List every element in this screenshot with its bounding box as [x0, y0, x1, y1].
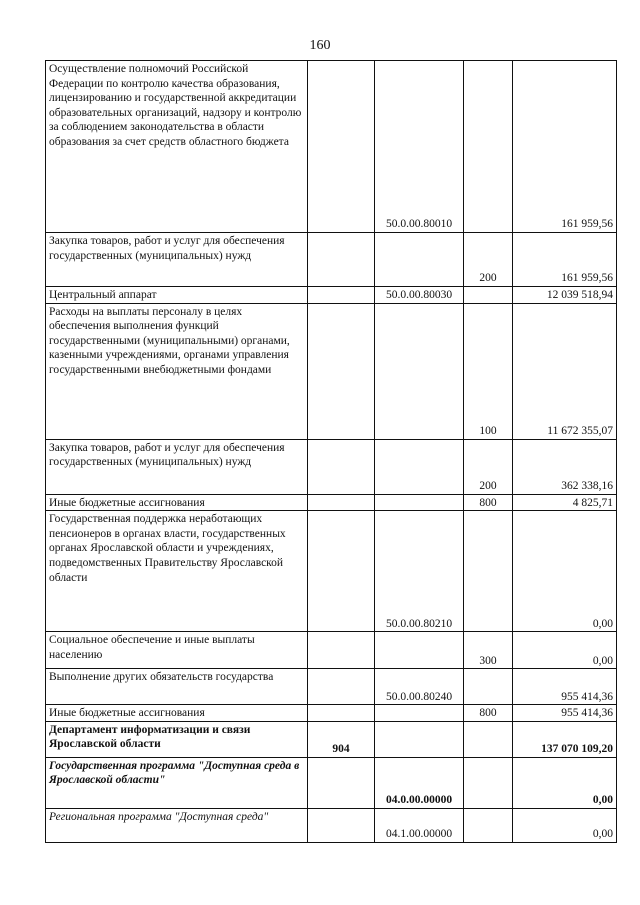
row-name: Закупка товаров, работ и услуг для обеспечения государственных (муниципальных) нужд	[46, 439, 308, 494]
row-name: Выполнение других обязательств государства	[46, 669, 308, 705]
row-name: Закупка товаров, работ и услуг для обеспечения государственных (муниципальных) нужд	[46, 233, 308, 287]
budget-table	[45, 60, 617, 843]
row-sum: 12 039 518,94	[513, 287, 617, 304]
row-sum: 137 070 109,20	[513, 721, 617, 757]
row-code: 50.0.00.80030	[375, 287, 464, 304]
row-code	[375, 233, 464, 287]
row-sum: 0,00	[513, 511, 617, 632]
row-name: Государственная поддержка неработающих пенсионеров в органах власти, государственных органах Ярославской области и учреждениях, подведомственных Правительству Ярославской области	[46, 511, 308, 632]
row-sum: 161 959,56	[513, 61, 617, 233]
table-row	[46, 494, 617, 511]
row-name: Центральный аппарат	[46, 287, 308, 304]
row-code: 04.0.00.00000	[375, 757, 464, 808]
row-code	[375, 439, 464, 494]
row-sum: 955 414,36	[513, 705, 617, 722]
row-code: 50.0.00.80010	[375, 61, 464, 233]
row-sum: 955 414,36	[513, 669, 617, 705]
row-sum: 362 338,16	[513, 439, 617, 494]
row-ved	[308, 61, 375, 233]
row-ved	[308, 705, 375, 722]
row-name: Иные бюджетные ассигнования	[46, 705, 308, 722]
row-kind	[464, 511, 513, 632]
row-kind	[464, 287, 513, 304]
row-kind	[464, 61, 513, 233]
row-code	[375, 705, 464, 722]
row-kind	[464, 721, 513, 757]
table-row	[46, 439, 617, 494]
table-row	[46, 721, 617, 757]
table-row	[46, 233, 617, 287]
table-row	[46, 287, 617, 304]
row-kind: 200	[464, 233, 513, 287]
row-code	[375, 632, 464, 669]
row-kind: 200	[464, 439, 513, 494]
row-sum: 0,00	[513, 632, 617, 669]
row-sum: 4 825,71	[513, 494, 617, 511]
table-row	[46, 303, 617, 439]
row-name: Иные бюджетные ассигнования	[46, 494, 308, 511]
row-sum: 161 959,56	[513, 233, 617, 287]
row-ved	[308, 303, 375, 439]
row-kind	[464, 669, 513, 705]
table-row	[46, 808, 617, 842]
row-sum: 0,00	[513, 757, 617, 808]
row-sum: 11 672 355,07	[513, 303, 617, 439]
row-kind	[464, 757, 513, 808]
row-kind: 300	[464, 632, 513, 669]
row-name: Социальное обеспечение и иные выплаты населению	[46, 632, 308, 669]
row-code	[375, 303, 464, 439]
row-name: Региональная программа "Доступная среда"	[46, 808, 308, 842]
row-name: Государственная программа "Доступная среда в Ярославской области"	[46, 757, 308, 808]
row-ved	[308, 494, 375, 511]
row-kind: 800	[464, 494, 513, 511]
row-name: Расходы на выплаты персоналу в целях обеспечения выполнения функций государственными (муниципальными) органами, казенными учреждениями, органами управления государственными внебюджетными фондами	[46, 303, 308, 439]
row-ved	[308, 287, 375, 304]
row-kind: 800	[464, 705, 513, 722]
row-code: 50.0.00.80240	[375, 669, 464, 705]
row-kind	[464, 808, 513, 842]
row-name: Департамент информатизации и связи Ярославской области	[46, 721, 308, 757]
row-code	[375, 494, 464, 511]
row-ved	[308, 808, 375, 842]
table-row	[46, 632, 617, 669]
row-ved	[308, 439, 375, 494]
row-code: 04.1.00.00000	[375, 808, 464, 842]
row-ved: 904	[308, 721, 375, 757]
table-row	[46, 705, 617, 722]
row-sum: 0,00	[513, 808, 617, 842]
table-row	[46, 511, 617, 632]
row-ved	[308, 233, 375, 287]
page-number: 160	[309, 38, 331, 53]
row-code: 50.0.00.80210	[375, 511, 464, 632]
row-ved	[308, 669, 375, 705]
table-row	[46, 61, 617, 233]
row-kind: 100	[464, 303, 513, 439]
table-row	[46, 757, 617, 808]
row-ved	[308, 757, 375, 808]
row-ved	[308, 632, 375, 669]
table-row	[46, 669, 617, 705]
row-ved	[308, 511, 375, 632]
row-name: Осуществление полномочий Российской Федерации по контролю качества образования, лицензированию и государственной аккредитации образовательных организаций, надзору и контролю за соблюдением законодательства в области образования за счет средств областного бюджета	[46, 61, 308, 233]
row-code	[375, 721, 464, 757]
